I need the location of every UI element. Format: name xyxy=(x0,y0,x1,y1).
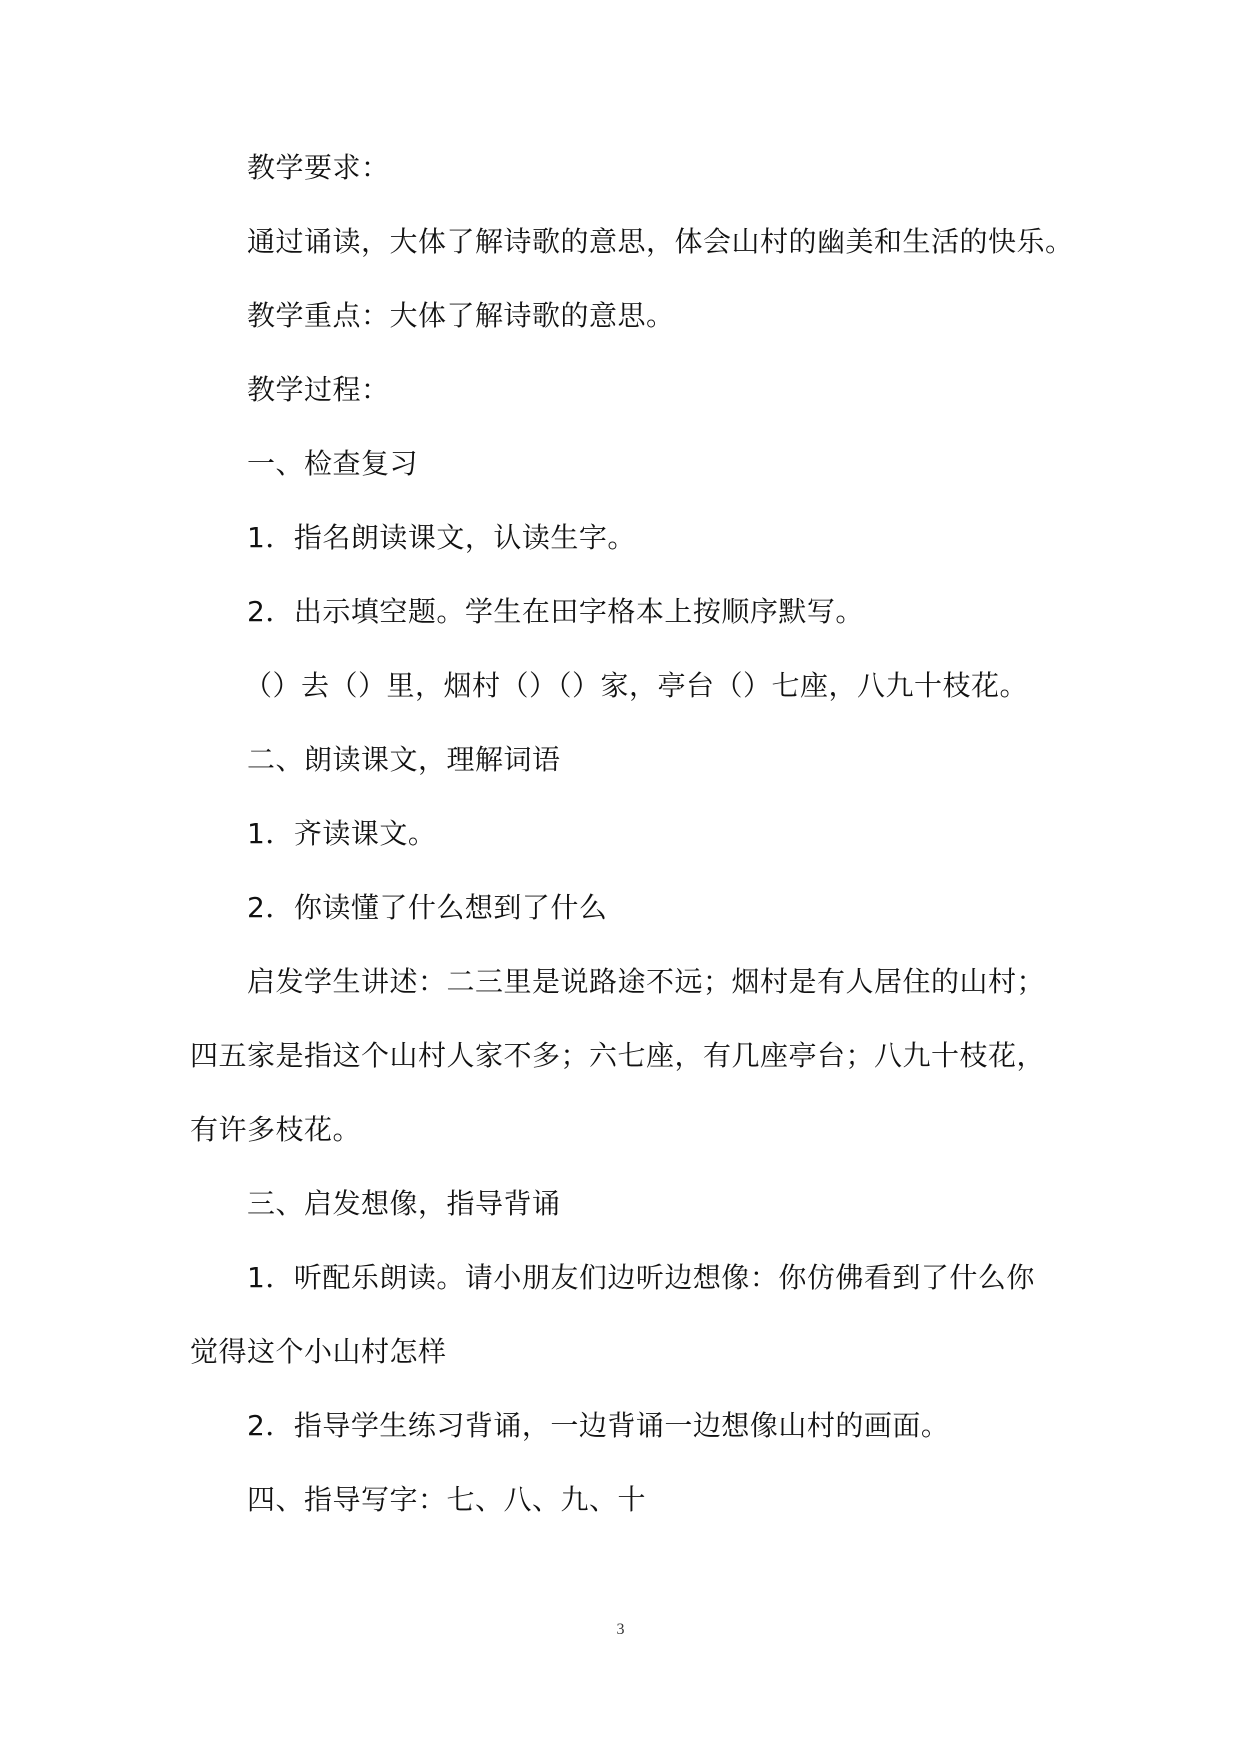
heading-teaching-focus: 教学重点：大体了解诗歌的意思。 xyxy=(247,299,675,332)
list-item: 2．指导学生练习背诵，一边背诵一边想像山村的画面。 xyxy=(247,1409,950,1442)
paragraph-line: 觉得这个小山村怎样 xyxy=(190,1335,447,1368)
list-item: 1．齐读课文。 xyxy=(247,817,437,850)
paragraph-line: 四五家是指这个山村人家不多；六七座，有几座亭台；八九十枝花， xyxy=(190,1039,1046,1072)
page-number: 3 xyxy=(616,1621,625,1638)
heading-teaching-process: 教学过程： xyxy=(247,373,390,406)
list-item: 1．指名朗读课文，认读生字。 xyxy=(247,521,636,554)
paragraph-line: 有许多枝花。 xyxy=(190,1113,362,1146)
section-heading-1: 一、检查复习 xyxy=(247,447,419,480)
list-item: 2．你读懂了什么想到了什么 xyxy=(247,891,608,924)
section-heading-3: 三、启发想像，指导背诵 xyxy=(247,1187,561,1220)
list-item: 2．出示填空题。学生在田字格本上按顺序默写。 xyxy=(247,595,864,628)
list-item: 1．听配乐朗读。请小朋友们边听边想像：你仿佛看到了什么你 xyxy=(247,1261,1035,1294)
paragraph-line: 启发学生讲述：二三里是说路途不远；烟村是有人居住的山村； xyxy=(247,965,1046,998)
section-heading-2: 二、朗读课文，理解词语 xyxy=(247,743,561,776)
paragraph-requirements: 通过诵读，大体了解诗歌的意思，体会山村的幽美和生活的快乐。 xyxy=(247,225,1074,258)
section-heading-4: 四、指导写字：七、八、九、十 xyxy=(247,1483,647,1516)
fill-in-blank-line: （）去（）里，烟村（）（）家，亭台（）七座，八九十枝花。 xyxy=(244,669,1029,702)
heading-teaching-requirements: 教学要求： xyxy=(247,151,390,184)
